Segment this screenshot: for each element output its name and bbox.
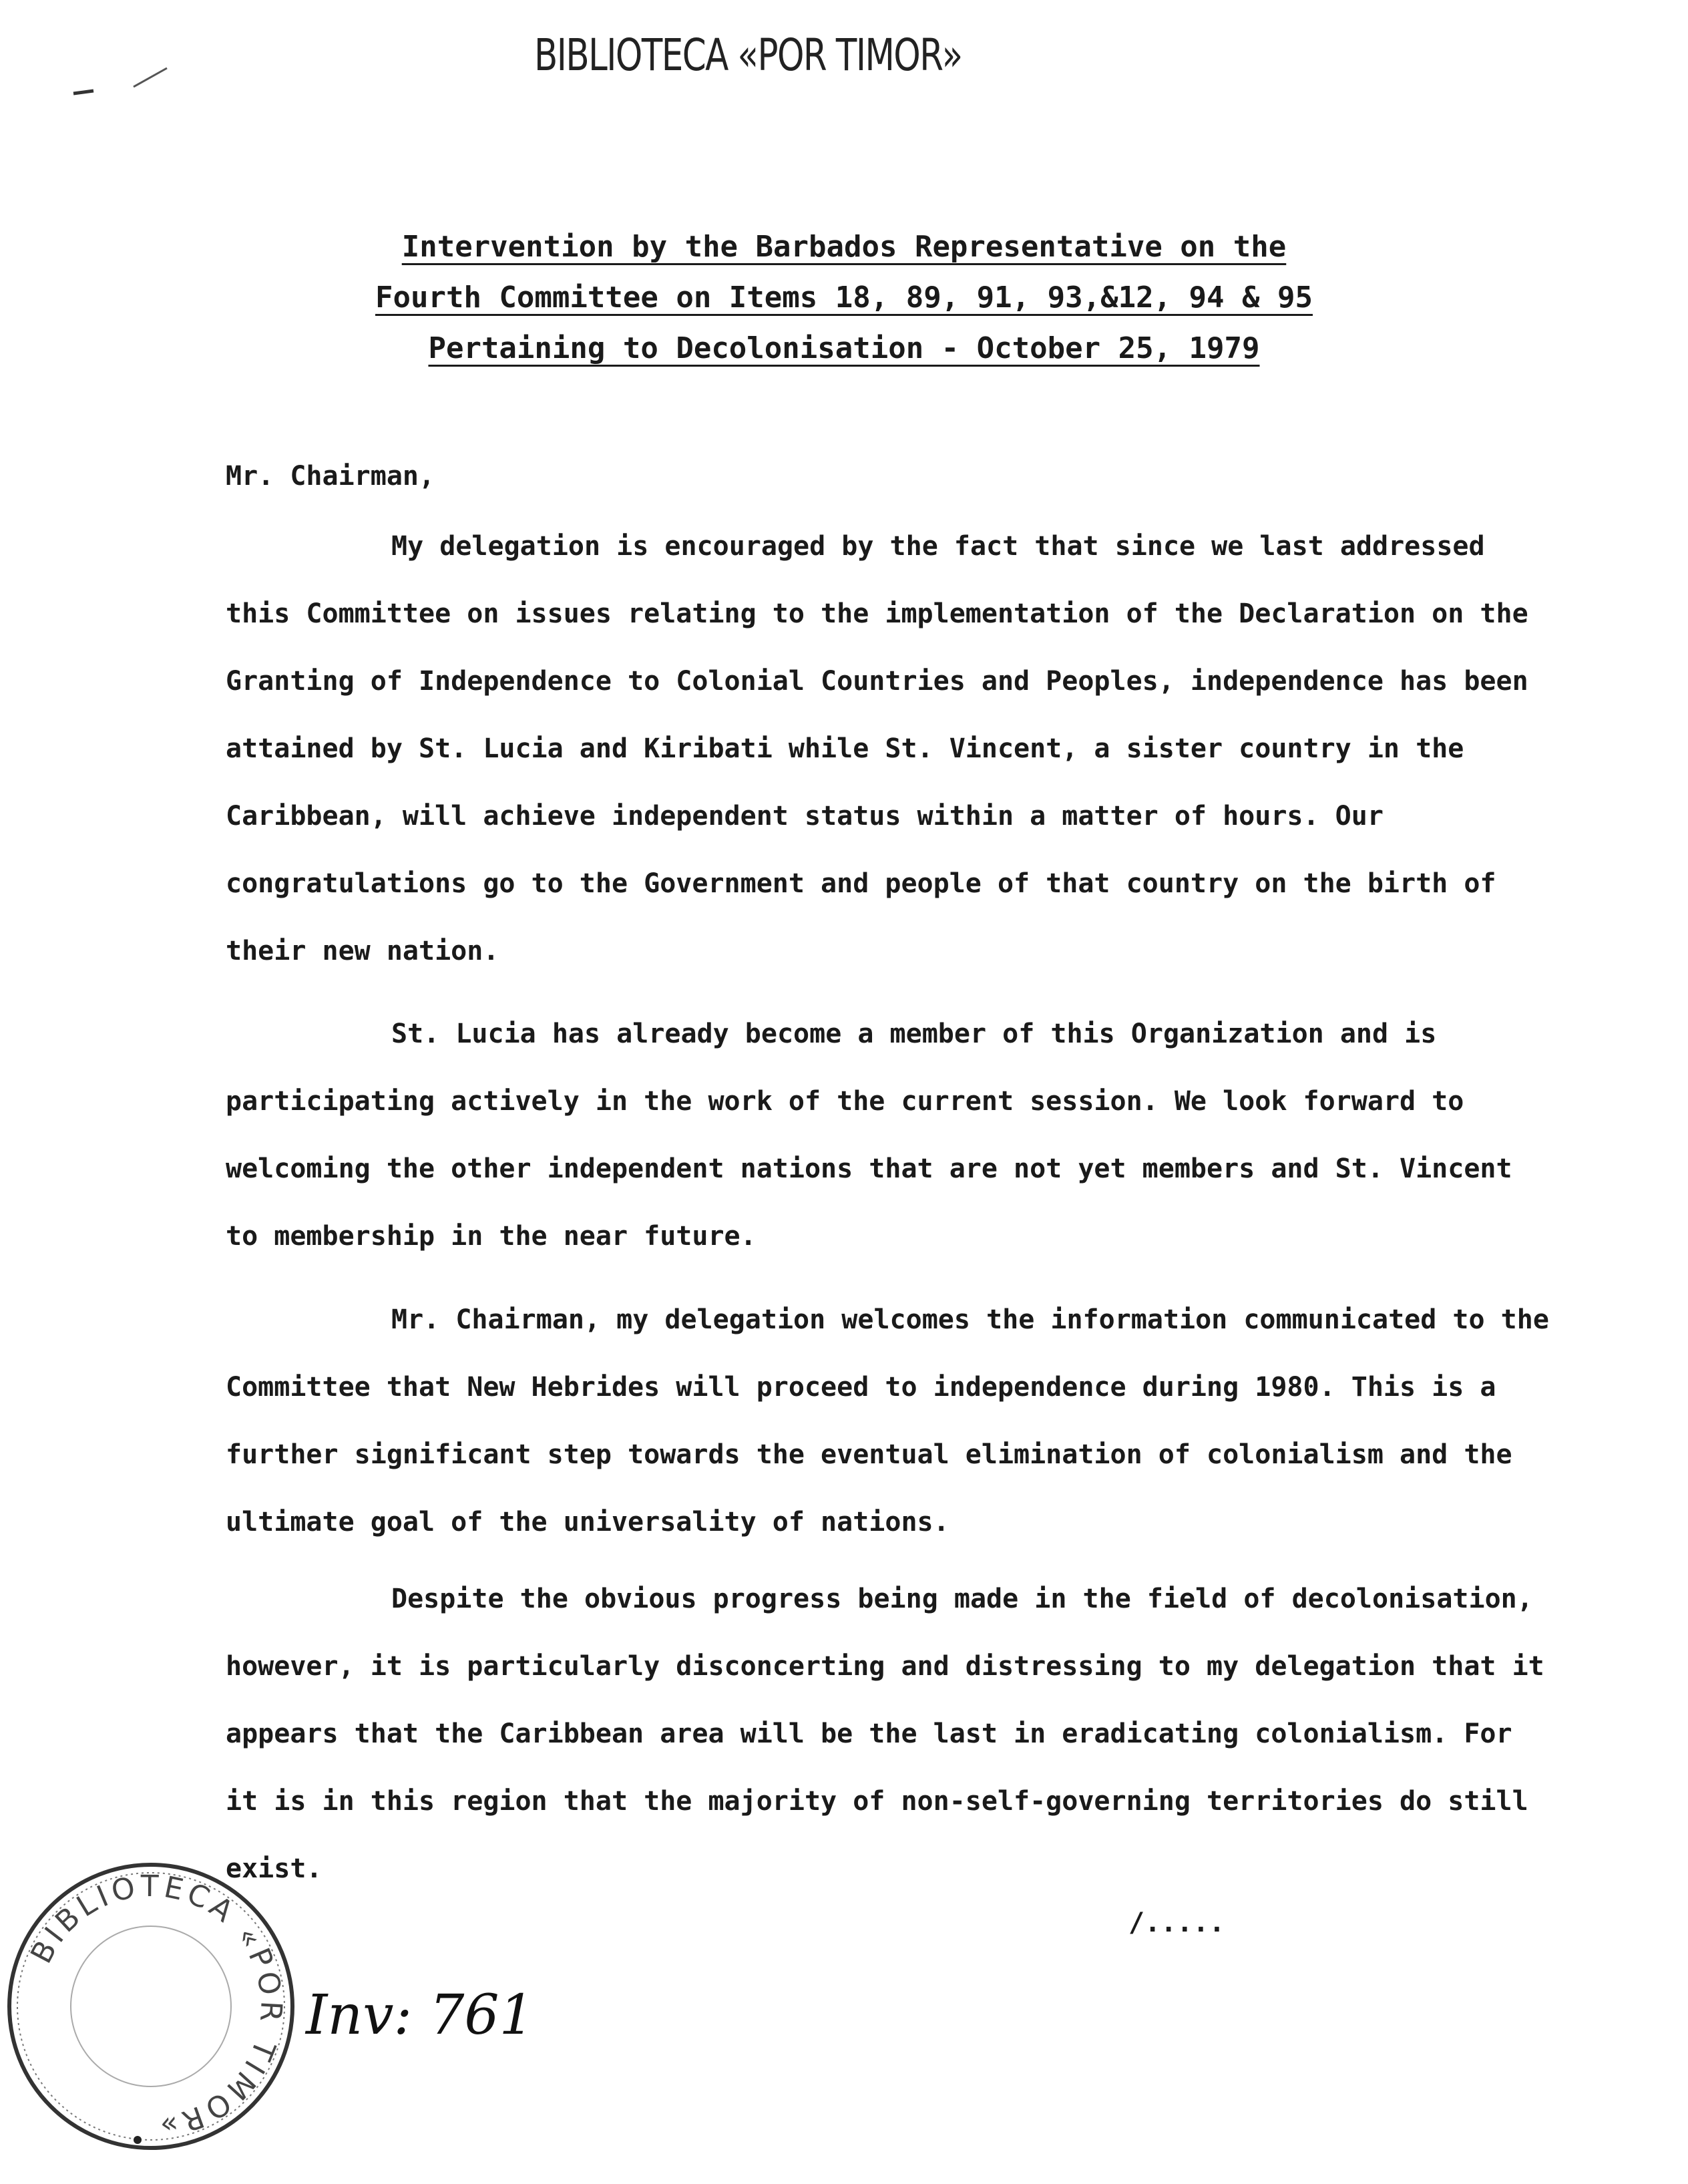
svg-text:BIBLIOTECA «POR TIMOR» [24,1869,288,2143]
title-line: Fourth Committee on Items 18, 89, 91, 93,&12, 94 & 95 [375,281,1313,315]
salutation: Mr. Chairman, [226,461,435,492]
paragraph: St. Lucia has already become a member of this Organization and is participating actively in the work of the current session. We look forward to welcoming the other independent nations that are not yet members and St. Vincent to membership in the near future. [226,1019,1512,1252]
stamp-text: BIBLIOTECA «POR TIMOR» [24,1869,288,2144]
continuation-mark: /..... [1128,1907,1225,1938]
paragraph: Despite the obvious progress being made in the field of decolonisation, however, it is particularly disconcerting and distressing to my delegation that it appears that the Caribbean area will be the last in eradicating colonialism. For it is in this region that the majority of non-self-governing territories do still exist. [226,1584,1544,1884]
library-header-stamp: BIBLIOTECA «POR TIMOR» [534,29,962,81]
inventory-note: Inv: 761 [306,1984,534,2047]
pen-mark-icon [67,60,187,114]
round-library-stamp [4,1859,298,2153]
paragraph: Mr. Chairman, my delegation welcomes the information communicated to the Committee that New Hebrides will proceed to independence during 1980. This is a further significant step towards the eventual elimination of colonialism and the ultimate goal of the universality of nations. [226,1304,1549,1537]
title-line: Intervention by the Barbados Representative on the [401,230,1287,264]
stray-marks [67,60,187,120]
document-title [0,222,1688,374]
paragraph: My delegation is encouraged by the fact that since we last addressed this Committee on issues relating to the implementation of the Declaration on the Granting of Independence to Colonial Countries and Peoples, independence has been attained by St. Lucia and Kiribati while St. Vincent, a sister country in the Caribbean, will achieve independent status within a matter of hours. Our congratulations go to the Government and people of that country on the birth of their new nation. [226,531,1528,966]
title-line: Pertaining to Decolonisation - October 25, 1979 [428,331,1260,365]
